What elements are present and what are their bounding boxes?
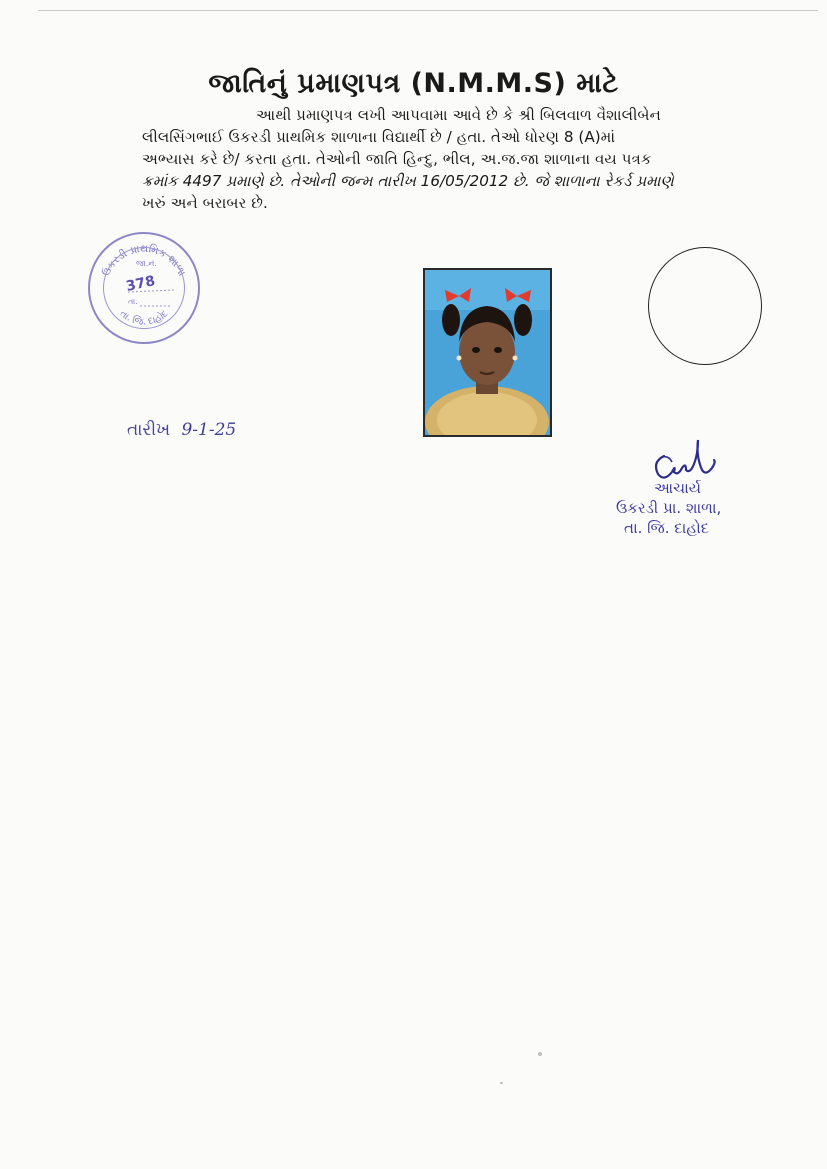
empty-seal-circle (648, 247, 762, 365)
student-photo (423, 268, 552, 437)
body-line-5: ખરું અને બરાબર છે. (142, 194, 268, 212)
district-name: તા. જિ. દાહોદ (624, 519, 710, 537)
stamp-top-text: ઉકરડી પ્રાથમિક શાળા (100, 242, 188, 279)
principal-title: આચાર્ય (654, 479, 702, 497)
date-value: 9-1-25 (181, 420, 237, 440)
body-line-3: અભ્યાસ કરે છે/ કરતા હતા. તેઓની જાતિ હિન્દુ, ભીલ, અ.જ.જા શાળાના વય પત્રક (142, 150, 652, 168)
scan-dot (538, 1052, 542, 1056)
page-title: જાતિનું પ્રમાણપત્ર (N.M.M.S) માટે (208, 68, 619, 100)
principal-signature (650, 432, 722, 484)
student-portrait-image (425, 270, 550, 435)
school-name: ઉકરડી પ્રા. શાળા, (616, 499, 722, 517)
body-line-4: ક્રમાંક 4497 પ્રમાણે છે. તેઓની જન્મ તારીખ 16/05/2012 છે. જે શાળાના રેકર્ડ પ્રમાણે (142, 172, 674, 190)
stamp-inner-line-2: તા. (128, 297, 138, 306)
certificate-body (142, 104, 786, 214)
scan-dot (500, 1082, 503, 1084)
body-line-1: આથી પ્રમાણપત્ર લખી આપવામા આવે છે કે શ્રી બિલવાળ વૈશાલીબેન (256, 106, 661, 124)
date-line (127, 420, 236, 440)
stamp-number: 378 (124, 273, 157, 295)
school-stamp (88, 232, 200, 344)
stamp-bottom-text: તા. જિ. દાહોદ (117, 308, 171, 328)
body-line-2: લીલસિંગભાઈ ઉકરડી પ્રાથમિક શાળાના વિદ્યાર્થી છે / હતા. તેઓ ધોરણ 8 (A)માં (142, 128, 616, 146)
date-label: તારીખ (127, 420, 171, 440)
signature-block (600, 478, 770, 538)
scan-edge-line (38, 10, 818, 11)
stamp-inner-line-1: જા.નં. (136, 259, 157, 268)
